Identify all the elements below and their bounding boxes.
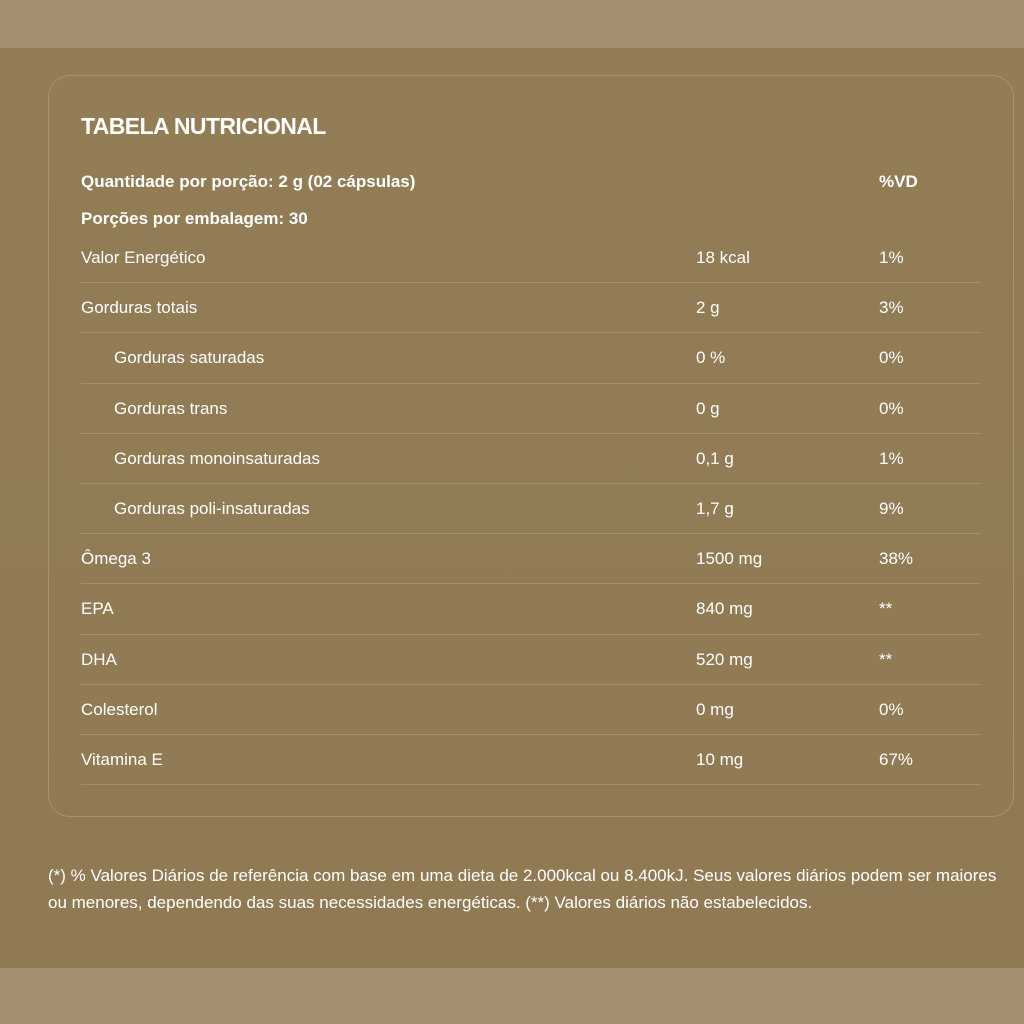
nutrient-list	[81, 233, 981, 785]
nutrient-vd: **	[879, 599, 893, 619]
nutrient-amount: 10 mg	[696, 749, 744, 769]
bottom-band	[0, 968, 1024, 1024]
nutrient-name: Gorduras poli-insaturadas	[114, 498, 310, 518]
nutrient-row-gorduras-trans	[81, 384, 981, 434]
footnote-text: (*) % Valores Diários de referência com base em uma dieta de 2.000kcal ou 8.400kJ. Seus valores diários podem ser maiores ou menores, dependendo das suas necessidades energéticas. (**) Valores diários não estabelecidos.	[48, 866, 997, 912]
top-band	[0, 0, 1024, 48]
nutrient-vd: 1%	[879, 448, 904, 468]
nutrient-vd: 0%	[879, 398, 904, 418]
nutrient-name: Gorduras saturadas	[114, 348, 265, 368]
nutrient-row-valor-energetico	[81, 233, 981, 283]
nutrient-row-gorduras-totais	[81, 283, 981, 333]
nutrient-vd: 0%	[879, 348, 904, 368]
nutrient-name: Ômega 3	[81, 549, 151, 569]
nutrient-row-gorduras-saturadas	[81, 333, 981, 383]
nutrient-name: Gorduras monoinsaturadas	[114, 448, 321, 468]
serving-size-label: Quantidade por porção: 2 g (02 cápsulas)	[81, 172, 416, 191]
nutrient-row-gorduras-poli-insaturadas	[81, 484, 981, 534]
nutrient-amount: 0 %	[696, 348, 726, 368]
nutrient-vd: 0%	[879, 699, 904, 719]
nutrient-row-colesterol	[81, 685, 981, 735]
nutrient-vd: 67%	[879, 749, 914, 769]
nutrient-name: Gorduras totais	[81, 298, 198, 318]
nutrient-name: Vitamina E	[81, 749, 163, 769]
nutrient-name: Gorduras trans	[114, 398, 228, 418]
nutrient-amount: 0 g	[696, 398, 720, 418]
table-title: TABELA NUTRICIONAL	[81, 113, 326, 139]
nutrient-name: EPA	[81, 599, 114, 619]
vd-column-header: %VD	[879, 172, 918, 191]
nutrient-vd: 38%	[879, 549, 914, 569]
nutrient-amount: 520 mg	[696, 649, 753, 669]
nutrient-row-omega-3	[81, 534, 981, 584]
nutrient-row-epa	[81, 584, 981, 634]
portions-per-package-label: Porções por embalagem: 30	[81, 209, 308, 228]
nutrient-row-dha	[81, 635, 981, 685]
nutrient-amount: 2 g	[696, 298, 720, 318]
nutrient-name: DHA	[81, 649, 117, 669]
nutrient-amount: 1,7 g	[696, 498, 734, 518]
nutrient-name: Colesterol	[81, 699, 158, 719]
nutrient-vd: 1%	[879, 248, 904, 267]
nutrient-vd: **	[879, 649, 893, 669]
nutrient-row-vitamina-e	[81, 735, 981, 785]
nutrient-vd: 9%	[879, 498, 904, 518]
nutrient-name: Valor Energético	[81, 248, 206, 267]
nutrient-vd: 3%	[879, 298, 904, 318]
nutrient-amount: 840 mg	[696, 599, 753, 619]
nutrient-amount: 1500 mg	[696, 549, 763, 569]
nutrient-row-gorduras-monoinsaturadas	[81, 434, 981, 484]
nutrient-amount: 18 kcal	[696, 248, 750, 267]
nutrient-amount: 0 mg	[696, 699, 734, 719]
nutrient-amount: 0,1 g	[696, 448, 734, 468]
